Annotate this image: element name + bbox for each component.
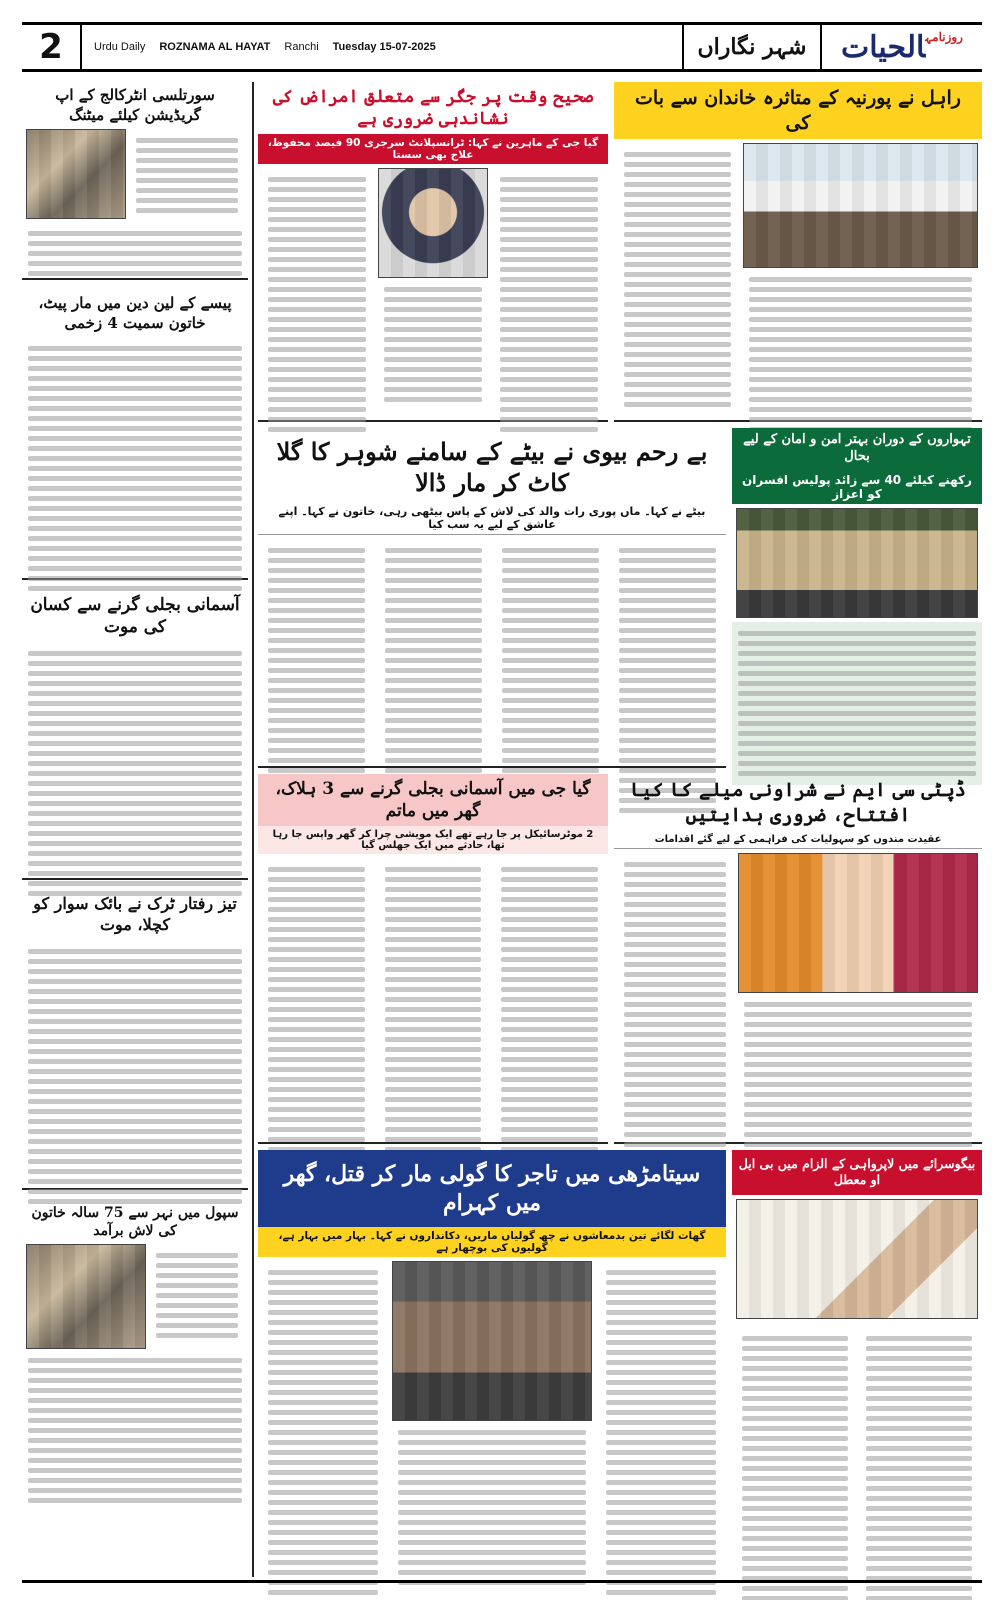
crowd-photo (392, 1261, 592, 1421)
story-lightning-subhead: 2 موٹرسائیکل پر جا رہے تھے ایک مویشی چرا کر گھر واپس جا رہا تھا، حادثے میں ایک جھلس گیا (258, 826, 608, 854)
story-liver (258, 82, 608, 422)
police-award-photo (736, 508, 978, 618)
left-story-1-photo (26, 129, 126, 219)
story-lightning-headline: گیا جی میں آسمانی بجلی گرنے سے 3 ہلاک، گھر میں ماتم (258, 774, 608, 826)
writing-hand-photo (736, 1199, 978, 1319)
left-story-2 (22, 290, 248, 580)
story-police-subhead: رکھنے کیلئے 40 سے زائد پولیس افسران کو اعزاز (732, 470, 982, 504)
story-sitamarhi-subhead: گھات لگائے تین بدمعاشوں نے چھ گولیاں ماریں، دکانداروں نے کہا۔ بہار میں بہار ہے، گولیوں کی بوچھار ہے (258, 1227, 726, 1257)
story-mela-subhead: عقیدت مندوں کو سہولیات کی فراہمی کے لیے گئے اقدامات (614, 831, 982, 849)
logo-small-text: روزنامہ (925, 29, 963, 44)
deputy-cm-photo (738, 853, 978, 993)
logo-text: الحیات (841, 29, 926, 65)
section-title: شہر نگاراں (682, 25, 822, 69)
story-liver-headline: صحیح وقت پر جگر سے متعلق امراض کی نشاندہی ضروری ہے (258, 82, 608, 134)
story-liver-subhead: گیا جی کے ماہرین نے کہا: ٹرانسپلانٹ سرجری 90 فیصد محفوظ، علاج بھی سستا (258, 134, 608, 164)
story-blo (732, 1150, 982, 1578)
left-story-3-headline: آسمانی بجلی گرنے سے کسان کی موت (30, 595, 240, 638)
issue-date: Tuesday 15-07-2025 (332, 41, 436, 53)
left-story-2-headline: پیسے کے لین دین میں مار پیٹ، خاتون سمیت 4 زخمی (38, 294, 232, 332)
left-story-5-photo (26, 1244, 146, 1349)
story-sitamarhi-headline: سیتامڑھی میں تاجر کا گولی مار کر قتل، گھر میں کہرام (258, 1150, 726, 1227)
story-rahul-headline: راہل نے پورنیہ کے متاثرہ خاندان سے بات کی (614, 82, 982, 139)
story-police (732, 428, 982, 768)
column-divider (252, 82, 254, 1577)
paper-name: ROZNAMA AL HAYAT (159, 41, 271, 53)
paper-prefix: Urdu Daily (94, 41, 146, 53)
story-lightning (258, 774, 608, 1144)
left-story-4 (22, 890, 248, 1190)
footer-rule (22, 1580, 982, 1583)
left-story-4-headline: تیز رفتار ٹرک نے بائک سوار کو کچلا، موت (33, 894, 237, 934)
story-wife (258, 428, 726, 768)
story-blo-headline: بیگوسرائے میں لاپرواہی کے الزام میں بی ایل او معطل (732, 1150, 982, 1195)
page-number: 2 (22, 25, 82, 69)
paper-info (82, 41, 682, 53)
left-story-5 (22, 1200, 248, 1540)
left-story-1 (22, 82, 248, 280)
story-mela (614, 774, 982, 1144)
story-police-headline: تہواروں کے دوران بہتر امن و امان کے لیے بحال (732, 428, 982, 470)
masthead (22, 22, 982, 72)
left-story-3 (22, 590, 248, 880)
paper-logo (822, 30, 982, 65)
doctor-photo (378, 168, 488, 278)
left-story-5-headline: سپول میں نہر سے 75 سالہ خاتون کی لاش برآمد (31, 1205, 239, 1240)
story-sitamarhi (258, 1150, 726, 1578)
story-wife-headline: بے رحم بیوی نے بیٹے کے سامنے شوہر کا گلا کاٹ کر مار ڈالا (276, 437, 708, 498)
paper-city: Ranchi (284, 41, 319, 53)
left-story-1-headline: سورتلسی انٹرکالج کے اپ گریڈیشن کیلئے میٹنگ (55, 86, 215, 124)
rahul-meeting-photo (743, 143, 978, 268)
story-rahul (614, 82, 982, 422)
left-column (22, 82, 248, 1550)
story-mela-headline: ڈپٹی سی ایم نے شراونی میلے کا کیا افتتاح، ضروری ہدایتیں (630, 779, 966, 826)
story-wife-subhead: بیٹے نے کہا۔ ماں پوری رات والد کی لاش کے پاس بیٹھی رہی، خاتون نے کہا۔ اپنے عاشق کے لیے یہ سب کیا (258, 502, 726, 535)
